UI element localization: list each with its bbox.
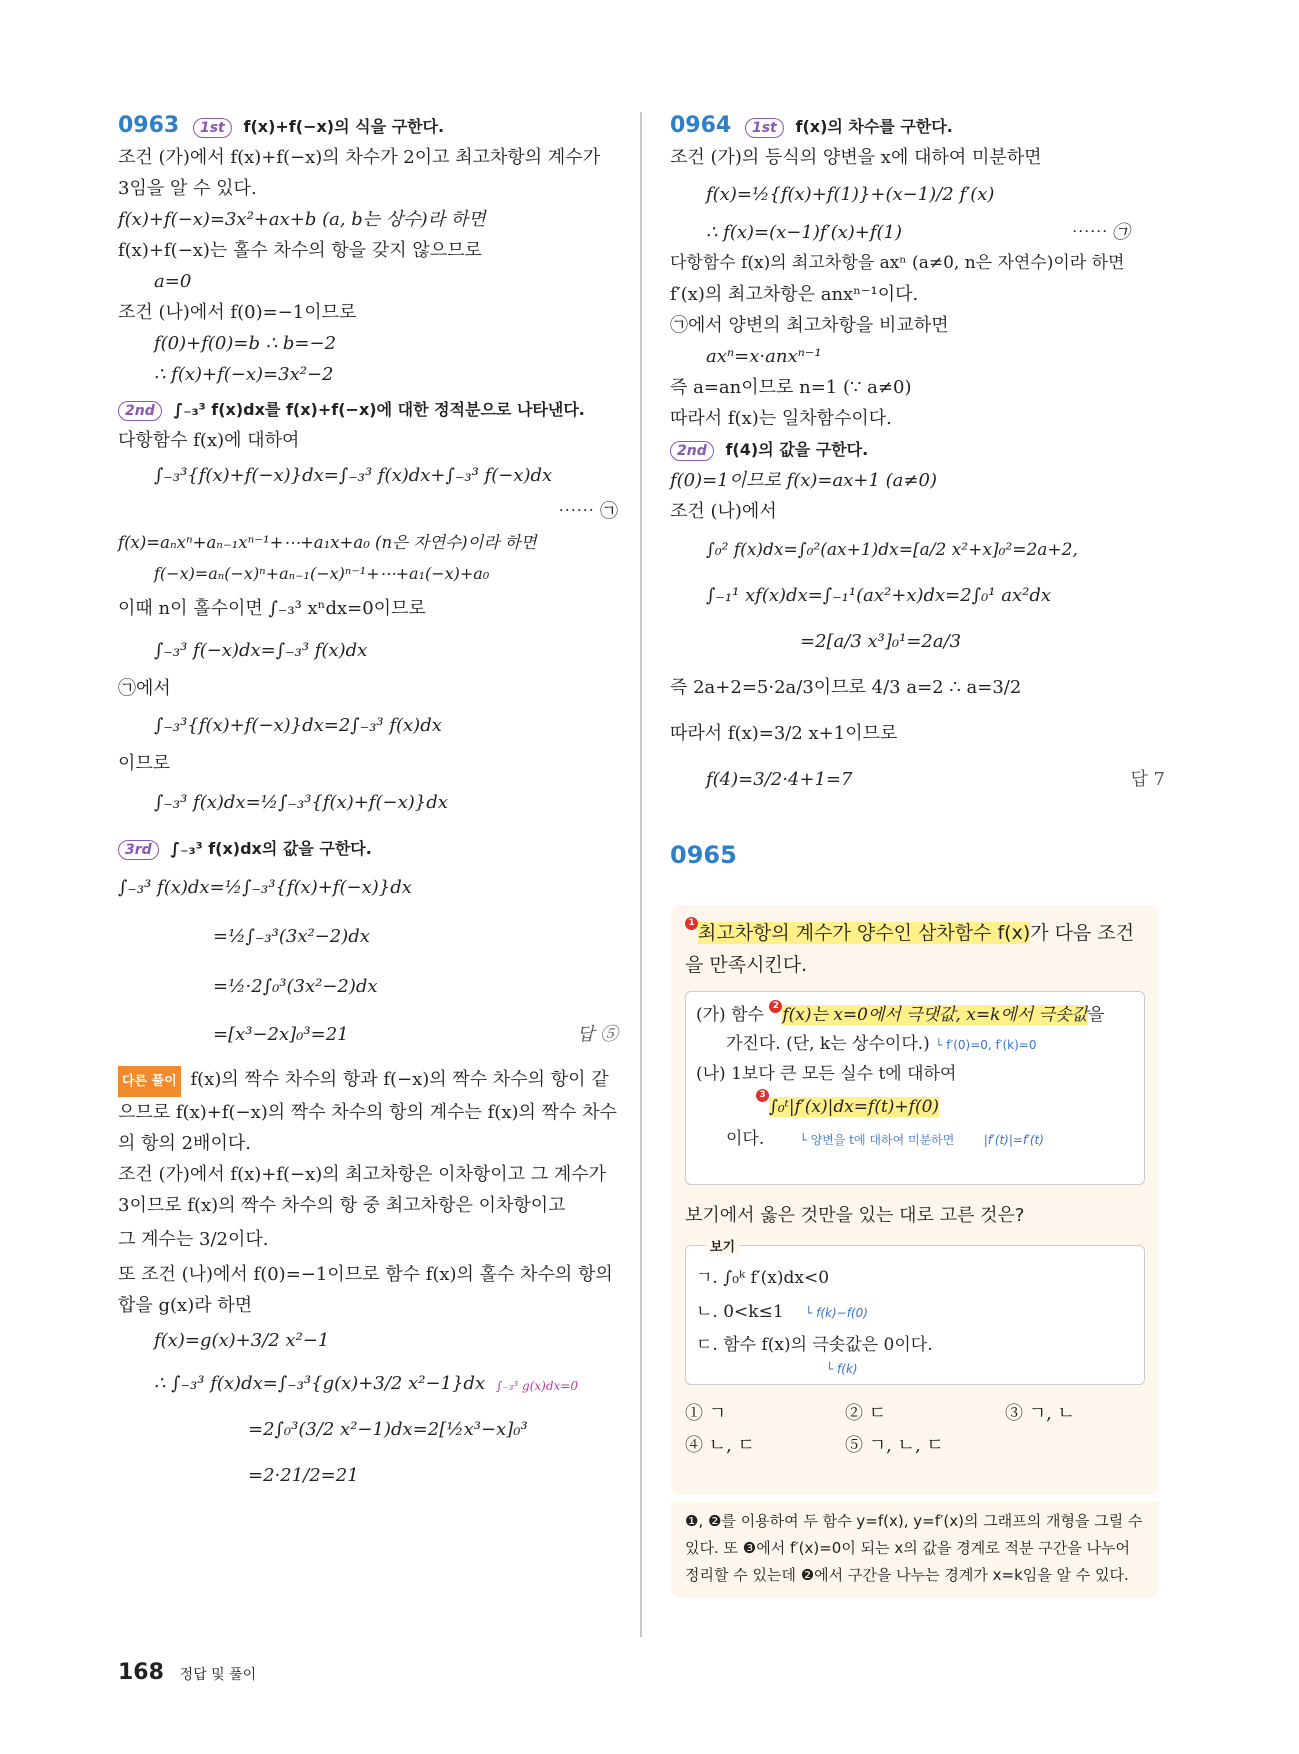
highlight-text: ∫₀ᵗ|f′(x)|dx=f(t)+f(0) — [769, 1097, 940, 1117]
statement-text: 을 만족시킨다. — [685, 954, 808, 976]
p0964-header — [670, 110, 1165, 142]
text-line: ∴ f(x)+f(−x)=3x²−2 — [154, 364, 334, 385]
text-line: f′(x)의 최고차항은 anxⁿ⁻¹이다. — [670, 284, 919, 305]
statement-text: 가 다음 조건 — [1030, 922, 1135, 944]
math-line: ∫₋₃³ f(x)dx=½∫₋₃³{f(x)+f(−x)}dx — [118, 877, 412, 898]
highlight-text: 최고차항의 계수가 양수인 삼차함수 f(x) — [698, 922, 1031, 944]
math-line: ∫₋₃³ f(x)dx=½∫₋₃³{f(x)+f(−x)}dx — [154, 792, 448, 813]
step-title: ∫₋₃³ f(x)dx를 f(x)+f(−x)에 대한 정적분으로 나타낸다. — [173, 400, 585, 419]
alt-annotation: ∫₋₃³ g(x)dx=0 — [496, 1379, 578, 1393]
choice-3[interactable]: ③ ㄱ, ㄴ — [1005, 1403, 1075, 1424]
page-footer — [118, 1660, 256, 1685]
choice-5[interactable]: ⑤ ㄱ, ㄴ, ㄷ — [845, 1435, 944, 1456]
text-line: ㉠에서 양변의 최고차항을 비교하면 — [670, 315, 949, 336]
choice-1[interactable]: ① ㄱ — [685, 1403, 727, 1424]
bogi-item-2 — [696, 1296, 1134, 1329]
condition-a-cont — [696, 1030, 1134, 1059]
problem-number: 0963 — [118, 113, 180, 138]
math-line: f(x)=½{f(x)+f(1)}+(x−1)/2 f′(x) — [706, 184, 995, 205]
math-line: =½·2∫₀³(3x²−2)dx — [213, 976, 378, 997]
condition-b-formula — [696, 1089, 1134, 1125]
text-line: 다항함수 f(x)의 최고차항을 axⁿ (a≠0, n은 자연수)이라 하면 — [670, 253, 1125, 273]
math-text: f(4)=3/2·4+1=7 — [706, 769, 853, 790]
bogi-text: ㄴ. 0<k≤1 — [696, 1302, 784, 1322]
text-line: 조건 (가)의 등식의 양변을 x에 대하여 미분하면 — [670, 147, 1042, 168]
annotation: |f′(t)|=f′(t) — [983, 1133, 1044, 1147]
step-title: f(4)의 값을 구한다. — [725, 440, 869, 459]
choice-2[interactable]: ② ㄷ — [845, 1403, 887, 1424]
alt-text: 그 계수는 3/2이다. — [118, 1229, 269, 1250]
problem-statement — [685, 917, 1145, 981]
text-line: f(x)=aₙxⁿ+aₙ₋₁xⁿ⁻¹+⋯+a₁x+a₀ (n은 자연수)이라 하면 — [118, 533, 537, 552]
bogi-item-1: ㄱ. ∫₀ᵏ f′(x)dx<0 — [696, 1268, 830, 1288]
step-tag: 3rd — [118, 840, 159, 860]
condition-text: 가진다. (단, k는 상수이다.) — [726, 1034, 930, 1054]
math-line — [670, 757, 1165, 803]
alt-text: 조건 (가)에서 f(x)+f(−x)의 최고차항은 이차항이고 그 계수가 3이므로 f(x)의 짝수 차수의 항 중 최고차항은 이차항이고 — [118, 1164, 607, 1216]
problem-number: 0965 — [670, 841, 737, 869]
highlight-text: f(x)는 x=0에서 극댓값, x=k에서 극솟값 — [782, 1005, 1088, 1025]
math-line: =½∫₋₃³(3x²−2)dx — [213, 926, 370, 947]
text-line: 조건 (가)에서 f(x)+f(−x)의 차수가 2이고 최고차항의 계수가 — [118, 147, 601, 168]
condition-text: 이다. — [726, 1129, 765, 1149]
condition-text: 을 — [1087, 1005, 1105, 1025]
step-title: ∫₋₃³ f(x)dx의 값을 구한다. — [170, 839, 372, 858]
marker-2-icon: 2 — [769, 1000, 782, 1013]
annotation: └ f(k) — [826, 1362, 858, 1376]
bogi-item-3: ㄷ. 함수 f(x)의 극솟값은 0이다. — [696, 1335, 933, 1355]
card-content — [685, 917, 1145, 1457]
text-line: f(0)+f(0)=b ∴ b=−2 — [154, 333, 337, 354]
bogi-box — [685, 1240, 1145, 1385]
math-line: ∫₋₃³{f(x)+f(−x)}dx=2∫₋₃³ f(x)dx — [154, 715, 442, 736]
step-tag: 2nd — [670, 441, 714, 461]
text-line: 이므로 — [118, 753, 171, 774]
math-line: =2[a/3 x³]₀¹=2a/3 — [800, 631, 962, 652]
math-line: f(x)=g(x)+3/2 x²−1 — [154, 1330, 330, 1351]
math-line — [118, 1012, 618, 1058]
condition-text: (가) 함수 — [696, 1005, 764, 1025]
page-number: 168 — [118, 1660, 164, 1685]
answer: 답 7 — [1130, 769, 1165, 790]
text-line: 다항함수 f(x)에 대하여 — [118, 430, 300, 451]
marker-3-icon: 3 — [756, 1089, 769, 1102]
math-line: ∫₀² f(x)dx=∫₀²(ax+1)dx=[a/2 x²+x]₀²=2a+2, — [706, 540, 1078, 560]
question-text: 보기에서 옳은 것만을 있는 대로 고른 것은? — [685, 1205, 1025, 1226]
alt-solution-tag: 다른 풀이 — [118, 1066, 181, 1097]
text-line: f(0)=1이므로 f(x)=ax+1 (a≠0) — [670, 470, 937, 491]
annotation: └ f′(0)=0, f′(k)=0 — [935, 1038, 1037, 1052]
text-line: 조건 (나)에서 — [670, 501, 777, 522]
step2-header — [670, 434, 1165, 465]
text-line: 즉 2a+2=5·2a/3이므로 4/3 a=2 ∴ a=3/2 — [670, 677, 1022, 698]
math-line — [670, 217, 1165, 248]
problem-0965-card — [671, 905, 1159, 1495]
alt-text: f(x)의 짝수 차수의 항과 f(−x)의 짝수 차수의 항이 같으므로 f(x)+f(−x)의 짝수 차수의 항의 계수는 f(x)의 짝수 차수의 항의 2배이다. — [118, 1069, 617, 1154]
text-line: ㉠에서 — [118, 678, 171, 699]
math-line: axⁿ=x·anxⁿ⁻¹ — [706, 346, 822, 367]
answer: 답 ⑤ — [576, 1024, 618, 1045]
p0965-title — [670, 841, 1165, 869]
text-line: 조건 (나)에서 f(0)=−1이므로 — [118, 302, 357, 323]
text-line: a=0 — [154, 271, 192, 292]
text-line: f(x)+f(−x)=3x²+ax+b (a, b는 상수)라 하면 — [118, 209, 486, 230]
left-column — [118, 110, 618, 1499]
math-line: ∫₋₃³ f(−x)dx=∫₋₃³ f(x)dx — [154, 640, 368, 661]
result-text: =[x³−2x]₀³=21 — [213, 1024, 349, 1045]
hint-box: ❶, ❷를 이용하여 두 함수 y=f(x), y=f′(x)의 그래프의 개형을 그릴 수 있다. 또 ❸에서 f′(x)=0이 되는 x의 값을 경계로 적분 구간을 나누어 정리할 수 있는데 ❷에서 구간을 나누는 경계가 x=k임을 알 수 있다. — [671, 1502, 1159, 1598]
text-line: 따라서 f(x)는 일차함수이다. — [670, 408, 892, 429]
text-line: 이때 n이 홀수이면 ∫₋₃³ xⁿdx=0이므로 — [118, 598, 426, 619]
step-title: f(x)의 차수를 구한다. — [795, 117, 953, 136]
footer-title: 정답 및 풀이 — [179, 1667, 257, 1683]
annotation: └ f(k)−f(0) — [805, 1306, 868, 1320]
math-line: ∫₋₁¹ xf(x)dx=∫₋₁¹(ax²+x)dx=2∫₀¹ ax²dx — [706, 585, 1051, 606]
problem-number: 0964 — [670, 113, 732, 138]
alt-text: 또 조건 (나)에서 f(0)=−1이므로 함수 f(x)의 홀수 차수의 항의 합을 g(x)라 하면 — [118, 1264, 613, 1316]
step-tag: 2nd — [118, 401, 162, 421]
step-title: f(x)+f(−x)의 식을 구한다. — [243, 117, 445, 136]
math-text: ∴ f(x)=(x−1)f′(x)+f(1) — [706, 222, 903, 243]
math-line: =2∫₀³(3/2 x²−1)dx=2[½x³−x]₀³ — [248, 1419, 528, 1440]
bogi-title: 보기 — [706, 1236, 739, 1255]
ref-mark: ⋯⋯ ㉠ — [1070, 222, 1130, 243]
step-tag: 1st — [193, 118, 232, 138]
ref-mark: ⋯⋯ ㉠ — [558, 501, 618, 522]
condition-b-cont — [696, 1125, 1134, 1154]
column-divider — [640, 112, 642, 1637]
alt-solution — [118, 1064, 618, 1159]
answer-choices — [685, 1399, 1145, 1457]
text-line: 즉 a=an이므로 n=1 (∵ a≠0) — [670, 377, 912, 398]
marker-1-icon: 1 — [685, 917, 698, 930]
math-line: ∫₋₃³{f(x)+f(−x)}dx=∫₋₃³ f(x)dx+∫₋₃³ f(−x)dx — [154, 465, 553, 486]
choice-4[interactable]: ④ ㄴ, ㄷ — [685, 1435, 755, 1456]
text-line: 따라서 f(x)=3/2 x+1이므로 — [670, 723, 898, 744]
annotation: └ 양변을 t에 대하여 미분하면 — [799, 1133, 955, 1147]
step-tag: 1st — [745, 118, 784, 138]
step3-header — [118, 833, 618, 864]
math-line — [118, 1361, 618, 1407]
math-line: =2·21/2=21 — [248, 1465, 359, 1486]
condition-b: (나) 1보다 큰 모든 실수 t에 대하여 — [696, 1064, 957, 1084]
math-line: f(−x)=aₙ(−x)ⁿ+aₙ₋₁(−x)ⁿ⁻¹+⋯+a₁(−x)+a₀ — [154, 564, 490, 583]
step2-header — [118, 394, 618, 425]
condition-a — [696, 1000, 1134, 1030]
text-line: 3임을 알 수 있다. — [118, 178, 257, 199]
right-column — [670, 110, 1165, 869]
conditions-box — [685, 991, 1145, 1185]
text-line: f(x)+f(−x)는 홀수 차수의 항을 갖지 않으므로 — [118, 240, 482, 261]
math-text: ∴ ∫₋₃³ f(x)dx=∫₋₃³{g(x)+3/2 x²−1}dx — [154, 1373, 486, 1394]
p0963-header — [118, 110, 618, 142]
